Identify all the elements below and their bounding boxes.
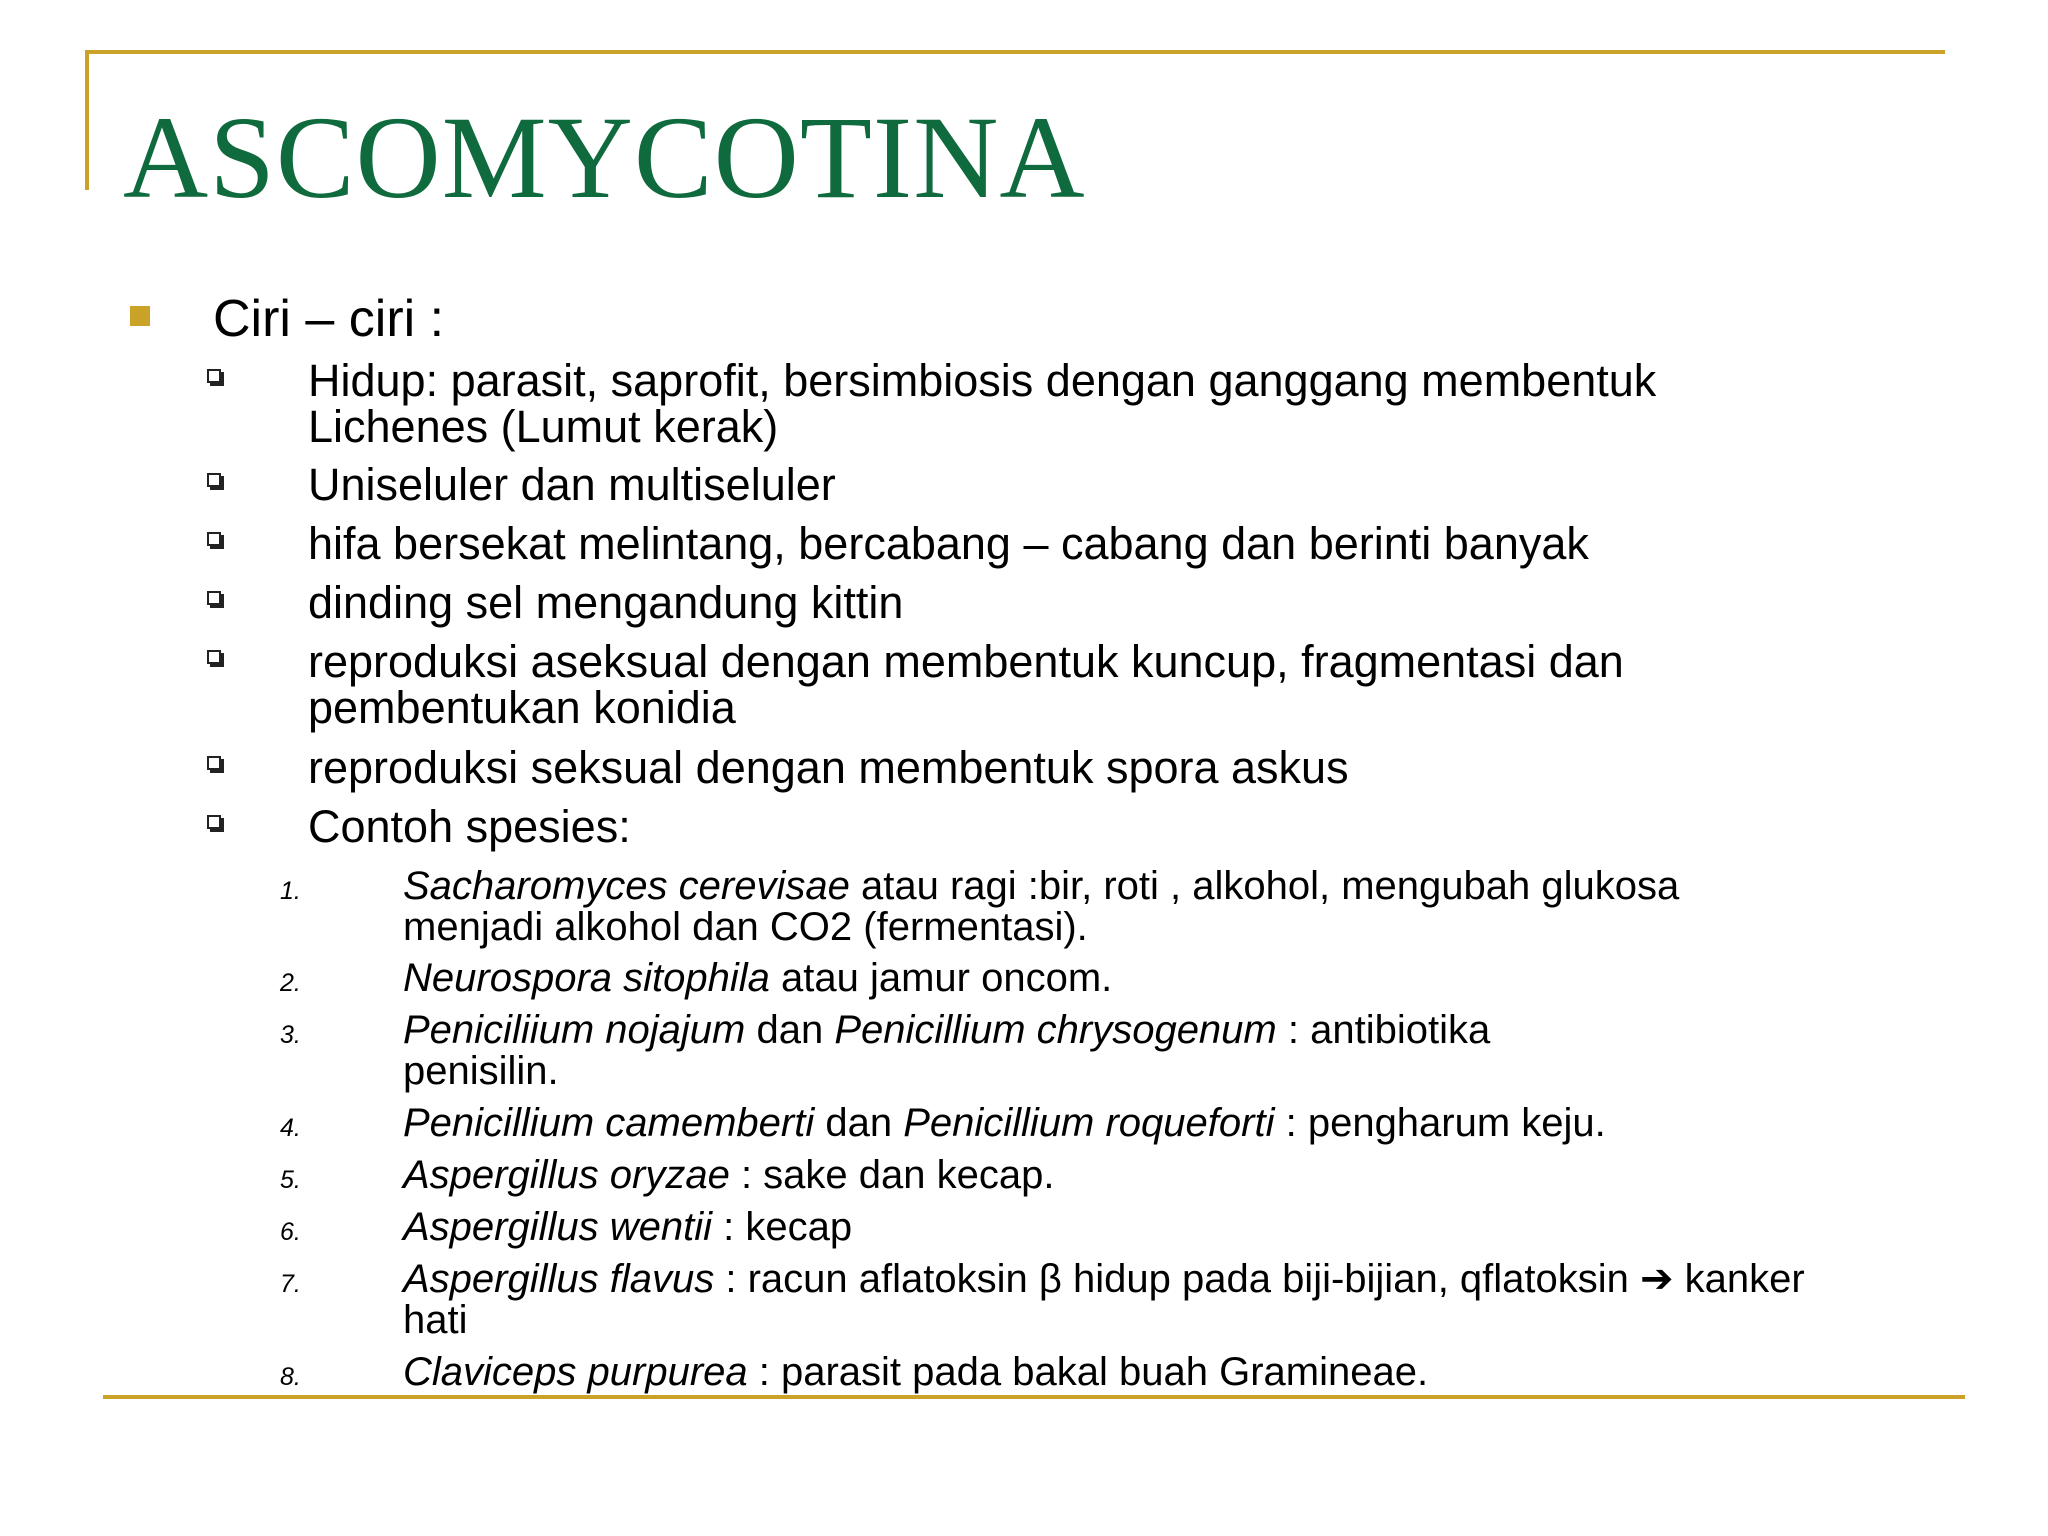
- trait-item: [0, 459, 2048, 514]
- example-number: 6.: [280, 1218, 301, 1246]
- trait-line: Contoh spesies:: [308, 801, 631, 852]
- species-name: Penicillium camemberti: [403, 1101, 815, 1145]
- checkbox-bullet-icon: [207, 815, 221, 829]
- example-number: 3.: [280, 1021, 301, 1049]
- square-bullet-icon: [130, 306, 150, 326]
- species-name: Neurospora sitophila: [403, 956, 770, 1000]
- trait-line: hifa bersekat melintang, bercabang – cabang dan berinti banyak: [308, 518, 1589, 569]
- checkbox-bullet-icon: [207, 473, 221, 487]
- species-name: Claviceps purpurea: [403, 1350, 748, 1394]
- frame-top-rule: [85, 50, 1945, 54]
- species-name: Penicillium chrysogenum: [834, 1008, 1277, 1052]
- checkbox-bullet-icon: [207, 650, 221, 664]
- example-text: : racun aflatoksin β hidup pada biji-bijian, qflatoksin ➔ kanker: [714, 1257, 1805, 1301]
- frame-bottom-rule: [103, 1395, 1965, 1399]
- example-text: atau jamur oncom.: [769, 956, 1113, 1000]
- trait-line: pembentukan konidia: [308, 682, 736, 733]
- checkbox-bullet-icon: [207, 369, 221, 383]
- trait-line: reproduksi aseksual dengan membentuk kuncup, fragmentasi dan: [308, 636, 1624, 687]
- species-name: Penicillium roqueforti: [903, 1101, 1275, 1145]
- species-name: Aspergillus oryzae: [403, 1153, 730, 1197]
- example-number: 4.: [280, 1114, 301, 1142]
- trait-item: [0, 801, 2048, 856]
- heading-text: Ciri – ciri :: [213, 290, 445, 348]
- trait-item: [0, 355, 2048, 458]
- example-text: : pengharum keju.: [1274, 1101, 1606, 1145]
- slide-title: ASCOMYCOTINA: [123, 92, 1086, 223]
- example-number: 7.: [280, 1270, 301, 1298]
- species-name: Aspergillus wentii: [403, 1205, 713, 1249]
- example-number: 1.: [280, 877, 301, 905]
- example-line2: hati: [403, 1298, 468, 1342]
- trait-item: [0, 518, 2048, 573]
- example-text: dan: [814, 1101, 904, 1145]
- trait-line: dinding sel mengandung kittin: [308, 577, 904, 628]
- example-number: 2.: [280, 969, 301, 997]
- example-line2: menjadi alkohol dan CO2 (fermentasi).: [403, 905, 1088, 949]
- trait-line: Lichenes (Lumut kerak): [308, 401, 779, 452]
- example-text: dan: [745, 1008, 835, 1052]
- bullet-heading: [0, 287, 2048, 357]
- trait-line: reproduksi seksual dengan membentuk spora askus: [308, 742, 1349, 793]
- trait-item: [0, 636, 2048, 739]
- example-line2: penisilin.: [403, 1049, 559, 1093]
- example-text: : antibiotika: [1276, 1008, 1491, 1052]
- example-text: atau ragi :bir, roti , alkohol, mengubah glukosa: [849, 864, 1680, 908]
- trait-line: Uniseluler dan multiseluler: [308, 459, 836, 510]
- example-text: : sake dan kecap.: [729, 1153, 1055, 1197]
- species-name: Peniciliium nojajum: [403, 1008, 746, 1052]
- checkbox-bullet-icon: [207, 532, 221, 546]
- example-text: : parasit pada bakal buah Gramineae.: [747, 1350, 1429, 1394]
- example-number: 5.: [280, 1166, 301, 1194]
- species-name: Sacharomyces cerevisae: [403, 864, 850, 908]
- trait-item: [0, 577, 2048, 632]
- checkbox-bullet-icon: [207, 756, 221, 770]
- example-text: : kecap: [712, 1205, 853, 1249]
- trait-line: Hidup: parasit, saprofit, bersimbiosis dengan ganggang membentuk: [308, 355, 1657, 406]
- frame-left-rule: [85, 50, 89, 190]
- checkbox-bullet-icon: [207, 591, 221, 605]
- species-name: Aspergillus flavus: [403, 1257, 715, 1301]
- trait-item: [0, 742, 2048, 797]
- example-number: 8.: [280, 1363, 301, 1391]
